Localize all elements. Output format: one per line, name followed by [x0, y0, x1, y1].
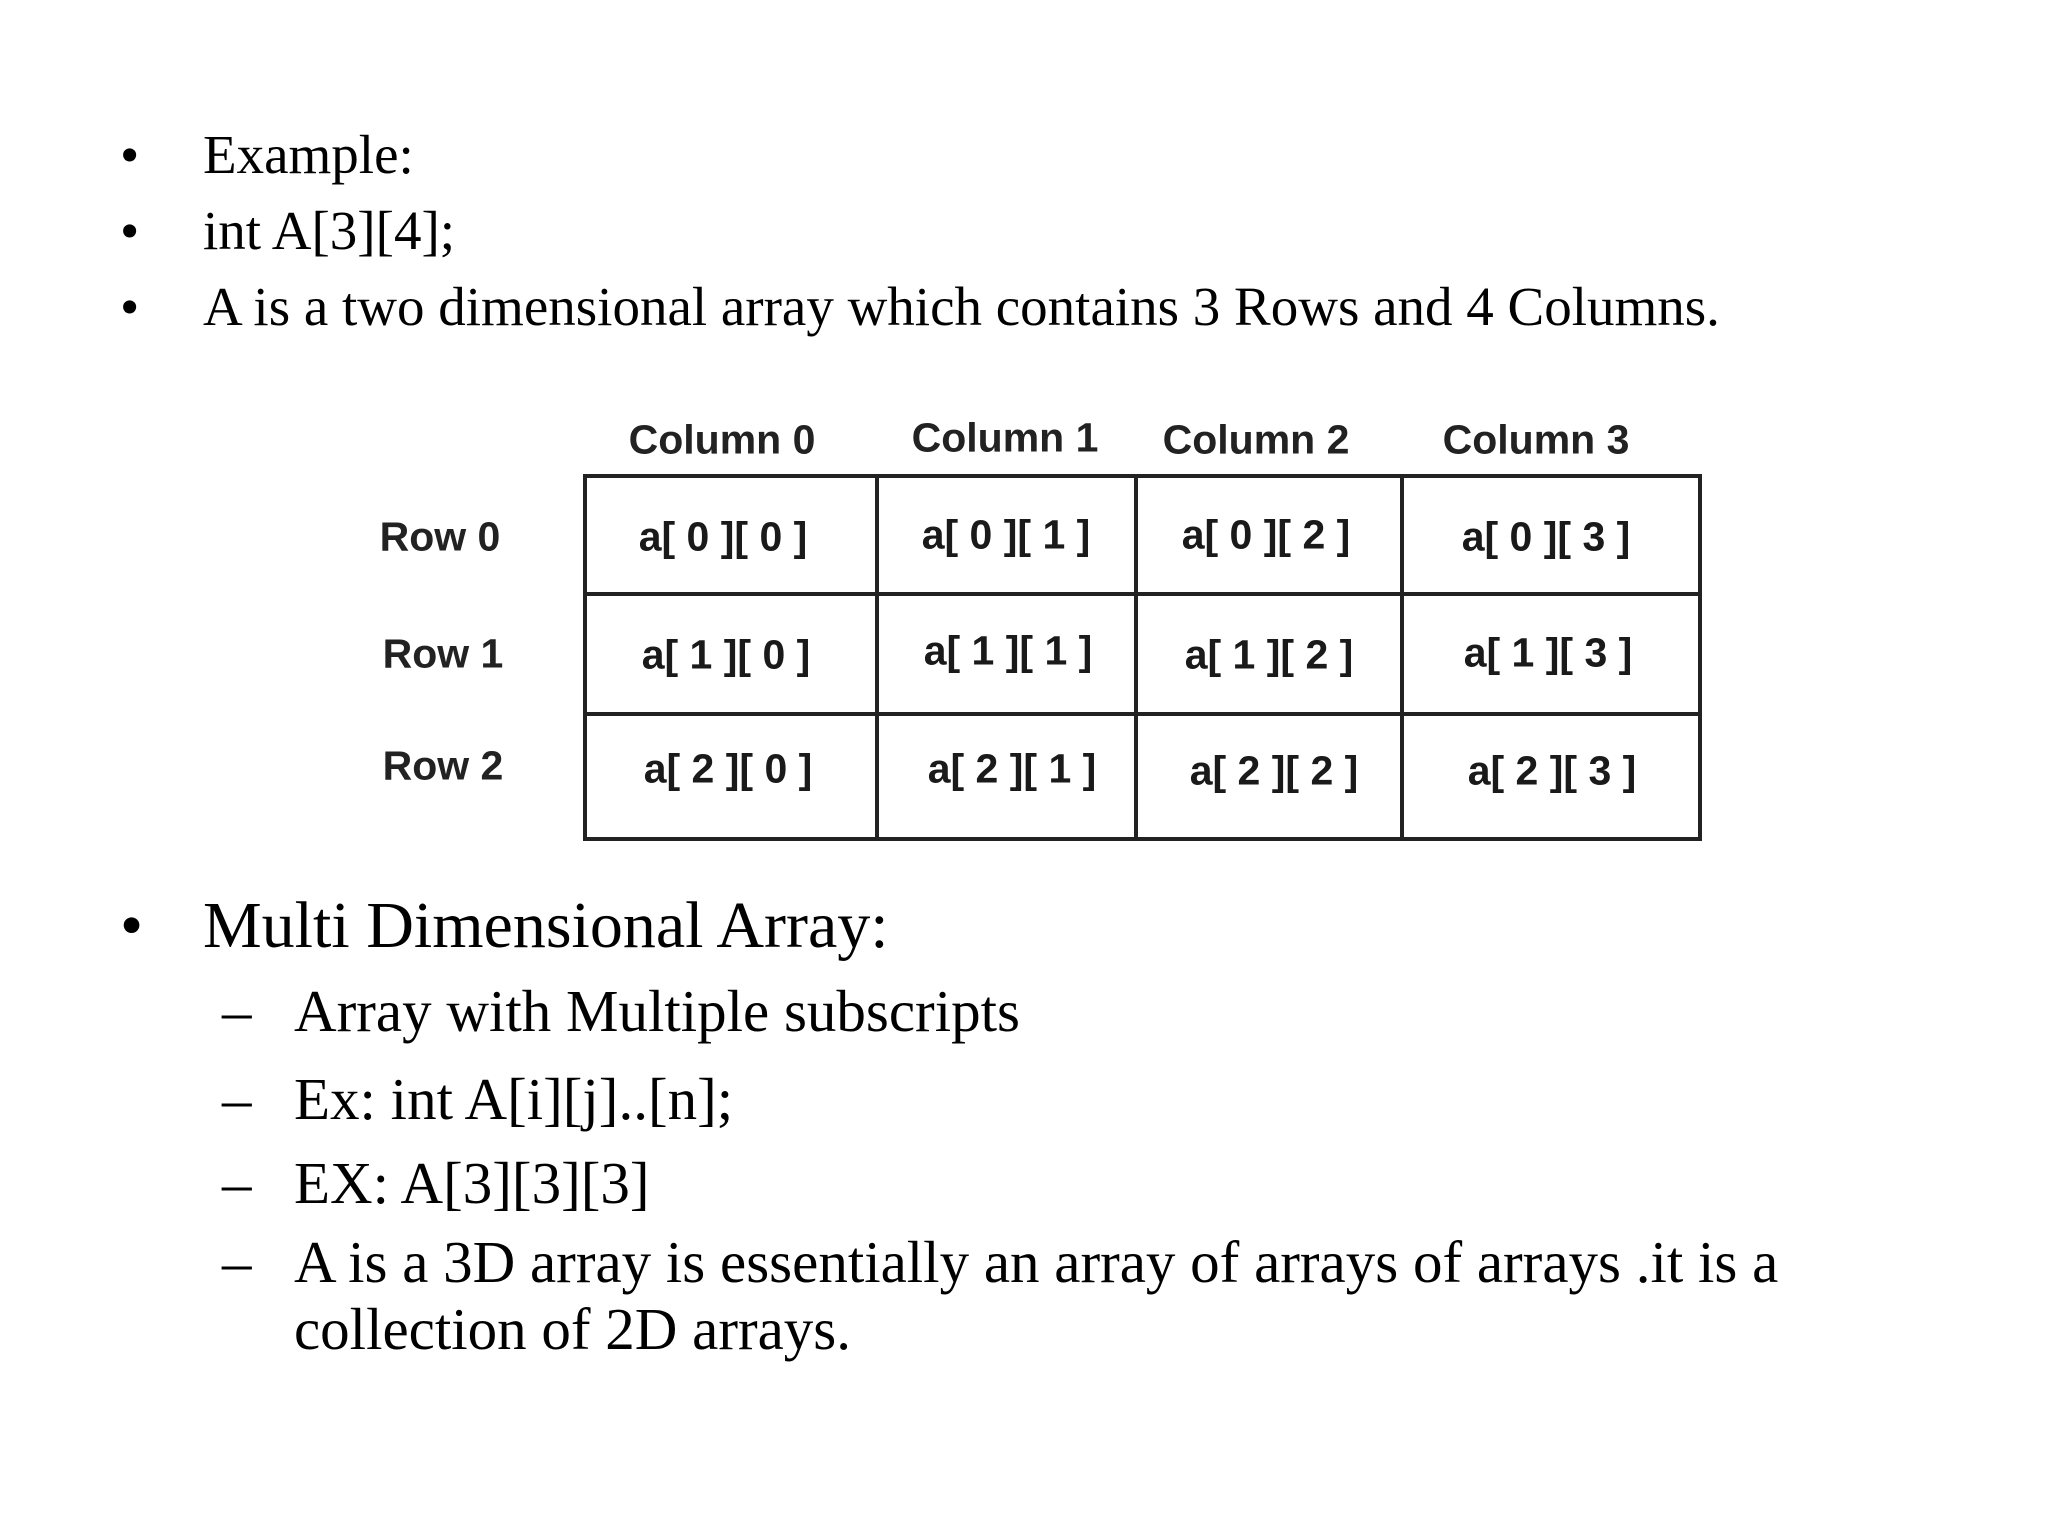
array-cell: a[ 0 ][ 3 ] — [1461, 513, 1631, 560]
array-cell: a[ 0 ][ 1 ] — [921, 511, 1091, 558]
bullet-text: A is a two dimensional array which contains 3 Rows and 4 Columns. — [203, 276, 1720, 337]
heading-text: Multi Dimensional Array: — [203, 889, 889, 962]
sub-item-text: EX: A[3][3][3] — [294, 1150, 650, 1216]
dash-marker: – — [222, 1066, 252, 1132]
array-cell: a[ 1 ][ 1 ] — [923, 627, 1093, 674]
grid-divider — [1134, 474, 1138, 841]
bullet-marker: • — [120, 200, 140, 261]
column-header: Column 0 — [628, 416, 816, 463]
dash-marker: – — [222, 1150, 252, 1216]
row-header: Row 0 — [379, 513, 501, 560]
dash-marker: – — [222, 978, 252, 1044]
column-header: Column 3 — [1442, 416, 1630, 463]
array-cell: a[ 2 ][ 3 ] — [1467, 747, 1637, 794]
array-cell: a[ 2 ][ 0 ] — [643, 745, 813, 792]
array-cell: a[ 1 ][ 2 ] — [1184, 631, 1354, 678]
grid-divider — [875, 474, 879, 841]
dash-marker: – — [222, 1229, 252, 1295]
column-header: Column 2 — [1162, 416, 1350, 463]
bullet-marker: • — [120, 276, 140, 337]
array-cell: a[ 0 ][ 2 ] — [1181, 511, 1351, 558]
sub-item-text: Array with Multiple subscripts — [294, 978, 1020, 1044]
column-header: Column 1 — [911, 414, 1099, 461]
bullet-text: int A[3][4]; — [203, 200, 456, 261]
bullet-marker: • — [120, 124, 140, 185]
sub-item-text: collection of 2D arrays. — [294, 1296, 852, 1362]
bullet-text: Example: — [203, 124, 414, 185]
grid-divider — [1400, 474, 1404, 841]
grid-divider — [583, 592, 1702, 596]
sub-item-text: Ex: int A[i][j]..[n]; — [294, 1066, 734, 1132]
grid-divider — [583, 712, 1702, 716]
row-header: Row 2 — [382, 742, 504, 789]
array-cell: a[ 2 ][ 2 ] — [1189, 747, 1359, 794]
row-header: Row 1 — [382, 630, 504, 677]
array-cell: a[ 1 ][ 0 ] — [641, 631, 811, 678]
array-cell: a[ 1 ][ 3 ] — [1463, 629, 1633, 676]
bullet-marker: • — [120, 889, 144, 962]
array-cell: a[ 0 ][ 0 ] — [638, 513, 808, 560]
array-cell: a[ 2 ][ 1 ] — [927, 745, 1097, 792]
sub-item-text: A is a 3D array is essentially an array of arrays of arrays .it is a — [294, 1229, 1779, 1295]
